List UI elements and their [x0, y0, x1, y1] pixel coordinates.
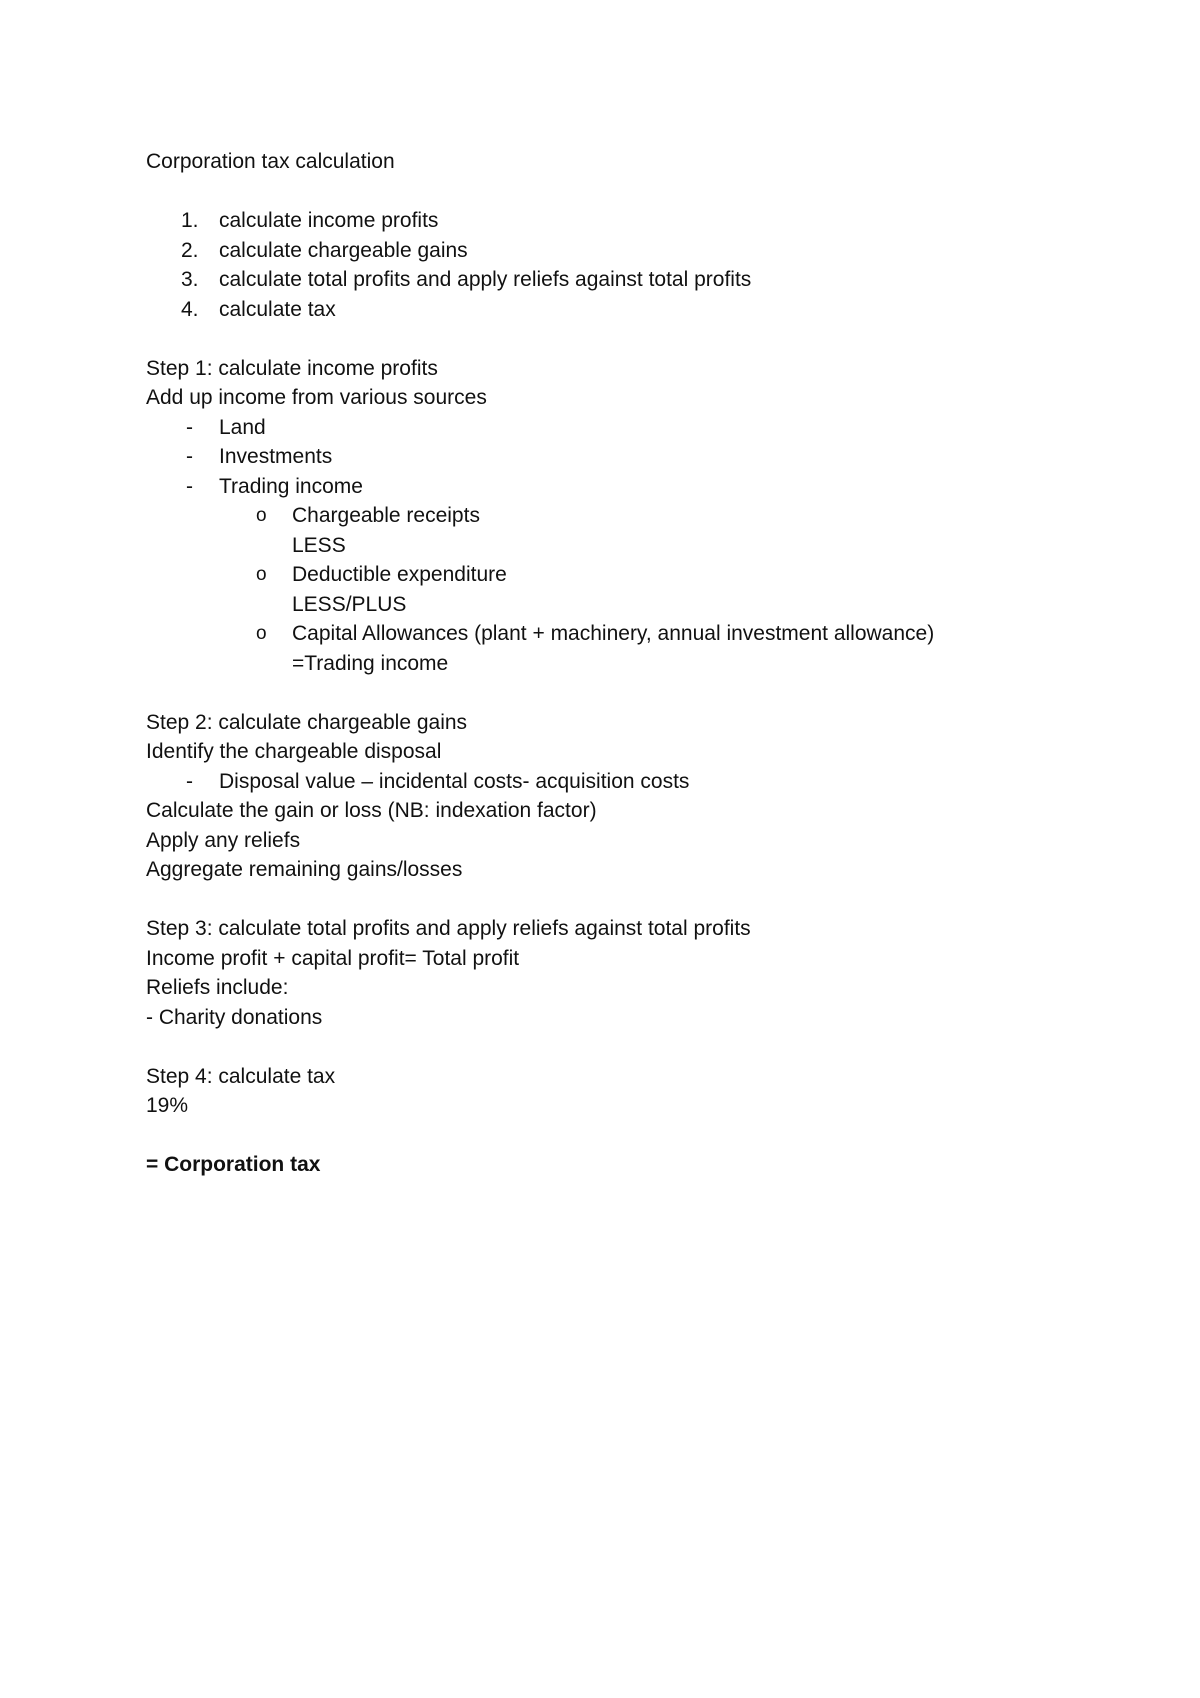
spacer [146, 1121, 1106, 1151]
list-item-text: Land [219, 415, 266, 439]
trading-operator-less: LESS [292, 533, 346, 557]
list-number: 3. [181, 268, 199, 291]
list-item-text: calculate chargeable gains [219, 238, 468, 262]
list-item-text: Chargeable receipts [292, 504, 480, 527]
list-item-text: calculate tax [219, 297, 336, 321]
circle-bullet: o [256, 564, 267, 585]
dash-bullet: - [186, 474, 193, 498]
step3-formula: Income profit + capital profit= Total profit [146, 946, 520, 970]
list-item-text: calculate income profits [219, 209, 439, 232]
step3-relief-item: - Charity donations [146, 1005, 323, 1029]
list-item-text: Capital Allowances (plant + machinery, annual investment allowance) [292, 622, 935, 645]
spacer [146, 678, 1106, 708]
step2-aggregate: Aggregate remaining gains/losses [146, 858, 463, 881]
list-item-text: Disposal value – incidental costs- acquisition costs [219, 769, 690, 793]
list-number: 2. [181, 238, 199, 262]
disposal-formula-item [146, 767, 1106, 797]
spacer [146, 177, 1106, 207]
step2-heading: Step 2: calculate chargeable gains [146, 710, 468, 734]
list-number: 1. [181, 209, 199, 232]
dash-bullet: - [186, 415, 193, 439]
trading-operator-less-plus: LESS/PLUS [292, 592, 407, 616]
dash-bullet: - [186, 445, 193, 468]
document-title: Corporation tax calculation [146, 150, 395, 173]
overview-item-4 [146, 295, 1106, 325]
list-number: 4. [181, 297, 199, 321]
result-line: = Corporation tax [146, 1153, 321, 1176]
list-item-text: Investments [219, 445, 333, 468]
tax-rate: 19% [146, 1094, 189, 1117]
step4-heading: Step 4: calculate tax [146, 1064, 336, 1088]
source-item-investments [146, 442, 1106, 472]
step3-heading: Step 3: calculate total profits and apply reliefs against total profits [146, 917, 751, 940]
spacer [146, 885, 1106, 915]
circle-bullet: o [256, 505, 267, 526]
step2-reliefs: Apply any reliefs [146, 828, 301, 852]
circle-bullet: o [256, 623, 267, 644]
dash-bullet: - [186, 769, 193, 793]
spacer [146, 324, 1106, 354]
trading-item-expenditure [146, 560, 1106, 590]
step2-calculate: Calculate the gain or loss (NB: indexation factor) [146, 799, 597, 822]
overview-item-3 [146, 265, 1106, 295]
step1-heading: Step 1: calculate income profits [146, 356, 438, 380]
trading-result: =Trading income [292, 651, 449, 675]
spacer [146, 1032, 1106, 1062]
overview-item-1 [146, 206, 1106, 236]
list-item-text: calculate total profits and apply reliefs against total profits [219, 268, 752, 291]
step1-intro: Add up income from various sources [146, 386, 487, 409]
list-item-text: Deductible expenditure [292, 563, 507, 586]
step3-reliefs-label: Reliefs include: [146, 976, 289, 999]
document-body [146, 147, 1106, 1180]
step2-identify: Identify the chargeable disposal [146, 740, 442, 763]
overview-item-2 [146, 236, 1106, 266]
trading-item-receipts [146, 501, 1106, 531]
list-item-text: Trading income [219, 474, 363, 498]
source-item-trading-income [146, 472, 1106, 502]
trading-item-capital-allowances [146, 619, 1106, 649]
source-item-land [146, 413, 1106, 443]
